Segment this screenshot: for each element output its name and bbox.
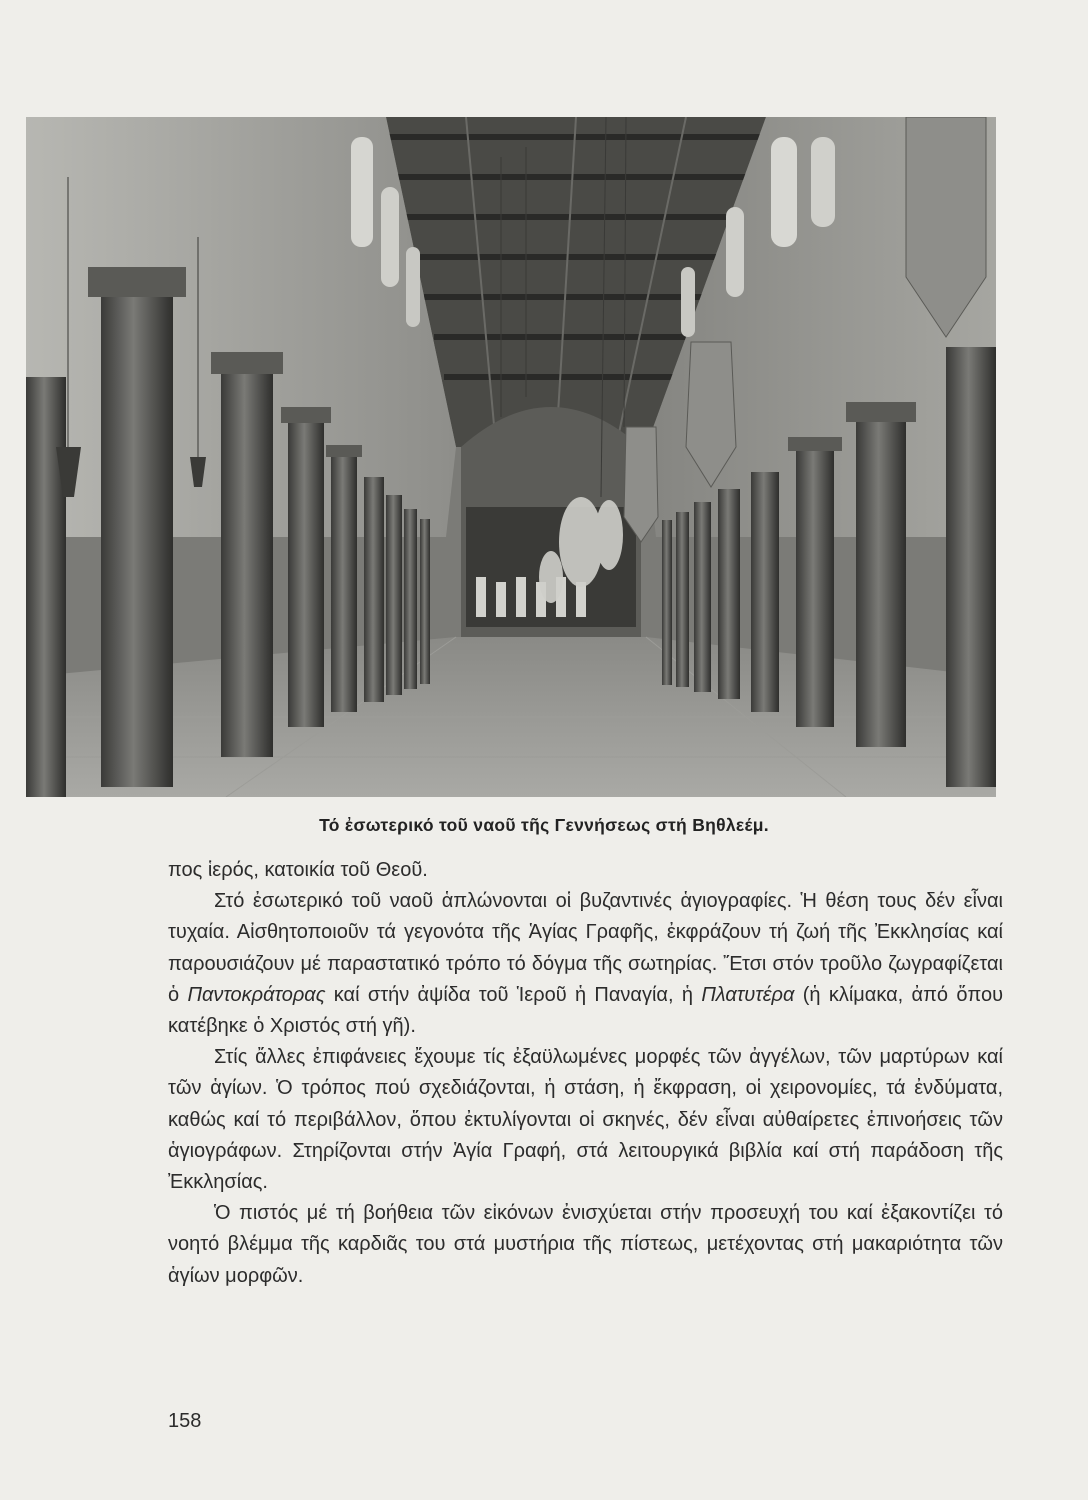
page-number: 158 [168,1410,202,1432]
italic-pantokrator: Παντοκράτορας [187,983,326,1006]
nave-photograph [26,117,996,797]
paragraph-figures: Στίς ἄλλες ἐπιφάνειες ἔχουμε τίς ἐξαϋλωμένες μορφές τῶν ἀγγέλων, τῶν μαρτύρων καί τῶν ἁγίων. Ὁ τρόπος πού σχεδιάζονται, ἡ στάση, ἡ ἔκφραση, οἱ χειρονομίες, τά ἐνδύματα, καθώς καί τό περιβάλλον, ὅπου ἐκτυλίγονται οἱ σκηνές, δέν εἶναι αὐθαίρετες ἐπινοήσεις τῶν ἁγιογράφων. Στηρίζονται στήν Ἁγία Γραφή, στά λειτουργικά βιβλία καί στή παράδοση τῆς Ἐκκλησίας. [168,1046,1003,1194]
photo-caption: Τό ἐσωτερικό τοῦ ναοῦ τῆς Γεννήσεως στή Βηθλεέμ. [319,815,769,835]
paragraph-iconography-mid: καί στήν ἀψίδα τοῦ Ἱεροῦ ἡ Παναγία, ἡ [333,983,693,1006]
italic-platytera: Πλατυτέρα [701,983,795,1006]
church-interior-photo [26,117,996,797]
body-text [168,855,1003,1292]
paragraph-continuation: πος ἱερός, κατοικία τοῦ Θεοῦ. [168,859,428,881]
paragraph-iconography [168,886,1003,1042]
paragraph-iconography-text: Στό ἐσωτερικό τοῦ ναοῦ ἁπλώνονται οἱ βυζαντινές ἁγιογραφίες. Ἡ θέση τους δέν εἶναι τυχαία. Αἰσθητοποιοῦν τά γεγονότα τῆς Ἁγίας Γραφῆς, ἐκφράζουν τή ζωή τῆς Ἐκκλησίας καί παρουσιάζουν μέ παραστατικό τρόπο τό δόγμα τῆς σωτηρίας. Ἔτσι στόν τροῦλο ζωγραφίζεται ὁ [168,890,1003,1006]
paragraph-iconography-end: (ἡ κλίμακα, ἀπό ὅπου κατέβηκε ὁ Χριστός στή γῆ). [168,983,1004,1038]
paragraph-faithful: Ὁ πιστός μέ τή βοήθεια τῶν εἰκόνων ἐνισχύεται στήν προσευχή του καί ἐξακοντίζει τό νοητό βλέμμα τῆς καρδιᾶς του στά μυστήρια τῆς πίστεως, μετέχοντας στή μακαριότητα τῶν ἁγίων μορφῶν. [168,1202,1003,1287]
